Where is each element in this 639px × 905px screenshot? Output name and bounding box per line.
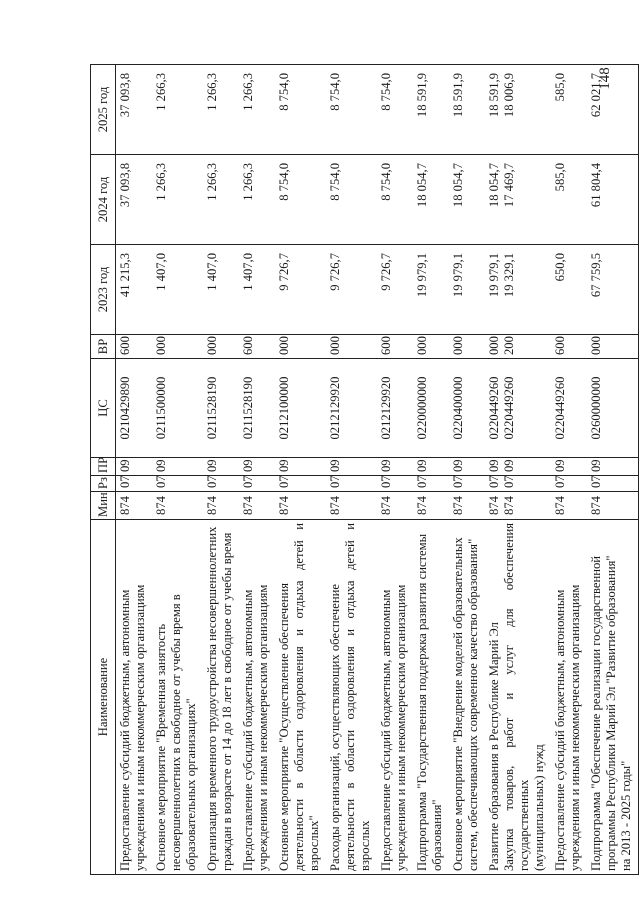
page-number: 148 bbox=[596, 67, 613, 90]
table-row bbox=[485, 65, 551, 875]
row-2025 bbox=[326, 65, 377, 155]
row-name-line: программы Республики Марий Эл "Развитие образования" bbox=[604, 555, 618, 871]
row-pr-line: 09 bbox=[487, 459, 501, 472]
row-2023 bbox=[275, 245, 326, 335]
row-2024-line: 18 054,7 bbox=[415, 163, 429, 208]
table-row bbox=[587, 65, 639, 875]
row-cs-line: 0212100000 bbox=[277, 376, 291, 440]
row-2023 bbox=[326, 245, 377, 335]
row-2025-line: 585,0 bbox=[553, 73, 567, 102]
row-pr-line: 09 bbox=[277, 459, 291, 472]
row-vr bbox=[326, 335, 377, 359]
row-2023 bbox=[203, 245, 239, 335]
row-name-line: учреждениям и иным некоммерческим организациям bbox=[256, 584, 270, 871]
table-row bbox=[152, 65, 203, 875]
row-2023 bbox=[413, 245, 449, 335]
row-rz-line: 07 bbox=[154, 475, 168, 488]
row-pr-line: 09 bbox=[415, 459, 429, 472]
row-pr bbox=[485, 458, 551, 476]
row-name-line: Развитие образования в Республике Марий Эл bbox=[487, 622, 501, 871]
row-2024 bbox=[239, 155, 275, 245]
row-name bbox=[326, 520, 377, 875]
row-rz bbox=[485, 476, 551, 492]
table-row bbox=[239, 65, 275, 875]
row-2023-line: 19 979,1 bbox=[487, 253, 501, 298]
row-cs-line: 0220449260 bbox=[487, 376, 501, 440]
row-cs-line: 0220449260 bbox=[502, 376, 516, 440]
row-cs bbox=[413, 359, 449, 458]
row-vr bbox=[116, 335, 153, 359]
row-name bbox=[116, 520, 153, 875]
row-2024 bbox=[485, 155, 551, 245]
row-pr bbox=[587, 458, 639, 476]
row-cs bbox=[485, 359, 551, 458]
row-2025-line: 1 266,3 bbox=[241, 73, 255, 111]
row-2023-line: 1 407,0 bbox=[154, 253, 168, 291]
row-vr-line: 600 bbox=[241, 336, 255, 355]
row-pr bbox=[413, 458, 449, 476]
row-2025-line: 1 266,3 bbox=[205, 73, 219, 111]
row-pr bbox=[377, 458, 413, 476]
row-2025-line: 18 591,9 bbox=[415, 73, 429, 118]
row-pr-line: 09 bbox=[451, 459, 465, 472]
row-2025 bbox=[203, 65, 239, 155]
row-vr bbox=[152, 335, 203, 359]
row-min bbox=[377, 492, 413, 520]
row-pr bbox=[152, 458, 203, 476]
row-pr-line: 09 bbox=[553, 459, 567, 472]
row-cs bbox=[326, 359, 377, 458]
row-rz-line: 07 bbox=[589, 475, 603, 488]
row-name-line: Подпрограмма "Обеспечение реализации государственной bbox=[589, 556, 603, 871]
row-min-line: 874 bbox=[589, 496, 603, 515]
row-vr-line: 600 bbox=[553, 336, 567, 355]
header-pr: ПР bbox=[91, 458, 116, 476]
row-pr bbox=[275, 458, 326, 476]
row-cs bbox=[116, 359, 153, 458]
row-pr-line: 09 bbox=[241, 459, 255, 472]
row-2024 bbox=[275, 155, 326, 245]
row-vr bbox=[413, 335, 449, 359]
row-cs-line: 0211500000 bbox=[154, 376, 168, 440]
row-rz bbox=[116, 476, 153, 492]
row-min-line: 874 bbox=[553, 496, 567, 515]
row-name bbox=[587, 520, 639, 875]
row-name-line: систем, обеспечивающих современное качество образования" bbox=[466, 538, 480, 871]
table-row bbox=[413, 65, 449, 875]
row-2025 bbox=[152, 65, 203, 155]
row-vr-line: 000 bbox=[154, 336, 168, 355]
row-name-line: Основное мероприятие "Осуществление обеспечения bbox=[277, 582, 291, 871]
row-vr-line: 000 bbox=[589, 336, 603, 355]
row-rz bbox=[449, 476, 485, 492]
row-2024-line: 585,0 bbox=[553, 163, 567, 192]
row-2025-line: 18 591,9 bbox=[451, 73, 465, 118]
row-2024-line: 18 054,7 bbox=[487, 163, 501, 208]
row-2025-line: 1 266,3 bbox=[154, 73, 168, 111]
row-2024 bbox=[449, 155, 485, 245]
row-cs bbox=[551, 359, 587, 458]
row-2025 bbox=[449, 65, 485, 155]
row-2025-line: 37 093,8 bbox=[118, 73, 132, 118]
row-2024 bbox=[203, 155, 239, 245]
row-rz bbox=[326, 476, 377, 492]
row-min bbox=[239, 492, 275, 520]
row-2023-line: 67 759,5 bbox=[589, 253, 603, 298]
row-2023-line: 19 329,1 bbox=[502, 253, 516, 298]
row-rz-line: 07 bbox=[118, 475, 132, 488]
row-2024-line: 18 054,7 bbox=[451, 163, 465, 208]
row-name-line: Предоставление субсидий бюджетным, автономным bbox=[118, 589, 132, 871]
row-cs-line: 0210429890 bbox=[118, 376, 132, 440]
row-rz-line: 07 bbox=[415, 475, 429, 488]
row-name-line: образования" bbox=[430, 799, 444, 871]
row-rz-line: 07 bbox=[328, 475, 342, 488]
row-2025 bbox=[413, 65, 449, 155]
row-2024-line: 1 266,3 bbox=[241, 163, 255, 201]
row-min bbox=[551, 492, 587, 520]
header-2023: 2023 год bbox=[91, 245, 116, 335]
row-name bbox=[275, 520, 326, 875]
row-min-line: 874 bbox=[205, 496, 219, 515]
row-min-line: 874 bbox=[241, 496, 255, 515]
row-2023 bbox=[239, 245, 275, 335]
row-vr-line: 000 bbox=[328, 336, 342, 355]
row-min bbox=[485, 492, 551, 520]
row-rz-line: 07 bbox=[379, 475, 393, 488]
row-2024 bbox=[326, 155, 377, 245]
row-2024 bbox=[587, 155, 639, 245]
row-min bbox=[116, 492, 153, 520]
row-2023-line: 41 215,3 bbox=[118, 253, 132, 298]
row-name-line: Основное мероприятие "Внедрение моделей образовательных bbox=[451, 537, 465, 871]
row-cs bbox=[152, 359, 203, 458]
row-name bbox=[152, 520, 203, 875]
row-2024-line: 8 754,0 bbox=[277, 163, 291, 201]
row-vr-line: 000 bbox=[277, 336, 291, 355]
row-2023-line: 9 726,7 bbox=[328, 253, 342, 291]
row-name-line: Предоставление субсидий бюджетным, автономным bbox=[379, 589, 393, 871]
row-pr bbox=[551, 458, 587, 476]
row-2025 bbox=[485, 65, 551, 155]
row-pr-line: 09 bbox=[118, 459, 132, 472]
row-name bbox=[377, 520, 413, 875]
row-name bbox=[551, 520, 587, 875]
row-2025-line: 62 021,7 bbox=[589, 73, 603, 118]
row-min-line: 874 bbox=[502, 496, 516, 515]
header-2024: 2024 год bbox=[91, 155, 116, 245]
row-pr-line: 09 bbox=[379, 459, 393, 472]
row-2025 bbox=[377, 65, 413, 155]
row-rz-line: 07 bbox=[205, 475, 219, 488]
row-pr bbox=[203, 458, 239, 476]
row-cs bbox=[449, 359, 485, 458]
row-min-line: 874 bbox=[379, 496, 393, 515]
row-name-line: Предоставление субсидий бюджетным, автономным bbox=[553, 589, 567, 871]
row-2024-line: 37 093,8 bbox=[118, 163, 132, 208]
row-rz bbox=[587, 476, 639, 492]
row-rz-line: 07 bbox=[487, 475, 501, 488]
row-2024-line: 8 754,0 bbox=[328, 163, 342, 201]
table-body bbox=[116, 65, 639, 875]
row-2024-line: 17 469,7 bbox=[502, 163, 516, 208]
row-rz bbox=[239, 476, 275, 492]
row-rz bbox=[377, 476, 413, 492]
table-row bbox=[377, 65, 413, 875]
row-name-line: на 2013 - 2025 годы" bbox=[619, 760, 633, 871]
row-name bbox=[449, 520, 485, 875]
row-2024 bbox=[152, 155, 203, 245]
header-name: Наименование bbox=[91, 520, 116, 875]
row-min-line: 874 bbox=[415, 496, 429, 515]
row-2025 bbox=[587, 65, 639, 155]
row-pr bbox=[239, 458, 275, 476]
row-name bbox=[203, 520, 239, 875]
row-min-line: 874 bbox=[154, 496, 168, 515]
row-cs-line: 0220449260 bbox=[553, 376, 567, 440]
row-cs bbox=[275, 359, 326, 458]
row-min bbox=[203, 492, 239, 520]
table-row bbox=[275, 65, 326, 875]
row-2023 bbox=[551, 245, 587, 335]
row-2024 bbox=[116, 155, 153, 245]
row-min bbox=[275, 492, 326, 520]
row-rz bbox=[551, 476, 587, 492]
row-pr bbox=[449, 458, 485, 476]
row-name-line: Подпрограмма "Государственная поддержка развития системы bbox=[415, 533, 429, 871]
row-name-line: (муниципальных) нужд bbox=[532, 744, 546, 871]
row-rz-line: 07 bbox=[241, 475, 255, 488]
row-vr-line: 600 bbox=[379, 336, 393, 355]
row-name-line: образовательных организациях" bbox=[184, 698, 198, 871]
row-rz bbox=[275, 476, 326, 492]
row-2025-line: 8 754,0 bbox=[379, 73, 393, 111]
row-min-line: 874 bbox=[118, 496, 132, 515]
row-pr-line: 09 bbox=[589, 459, 603, 472]
table-row bbox=[449, 65, 485, 875]
row-rz bbox=[152, 476, 203, 492]
table-row bbox=[116, 65, 153, 875]
header-cs: ЦС bbox=[91, 359, 116, 458]
row-vr bbox=[449, 335, 485, 359]
row-min bbox=[152, 492, 203, 520]
table-row bbox=[326, 65, 377, 875]
row-2025-line: 18 591,9 bbox=[487, 73, 501, 118]
row-2024-line: 1 266,3 bbox=[154, 163, 168, 201]
row-cs-line: 0212129920 bbox=[379, 376, 393, 440]
row-name-line: Предоставление субсидий бюджетным, автономным bbox=[241, 589, 255, 871]
row-pr-line: 09 bbox=[502, 459, 516, 472]
row-2023-line: 650,0 bbox=[553, 253, 567, 282]
row-2024-line: 61 804,4 bbox=[589, 163, 603, 208]
row-min bbox=[413, 492, 449, 520]
row-min bbox=[587, 492, 639, 520]
row-cs bbox=[587, 359, 639, 458]
row-cs bbox=[203, 359, 239, 458]
row-vr-line: 000 bbox=[487, 336, 501, 355]
row-2024 bbox=[377, 155, 413, 245]
row-pr-line: 09 bbox=[154, 459, 168, 472]
row-2023 bbox=[485, 245, 551, 335]
row-2024-line: 8 754,0 bbox=[379, 163, 393, 201]
row-2025 bbox=[551, 65, 587, 155]
row-vr bbox=[203, 335, 239, 359]
row-name bbox=[485, 520, 551, 875]
row-name-line: учреждениям и иным некоммерческим организациям bbox=[568, 584, 582, 871]
table-header-row bbox=[91, 65, 116, 875]
row-rz-line: 07 bbox=[277, 475, 291, 488]
row-min bbox=[326, 492, 377, 520]
row-rz-line: 07 bbox=[502, 475, 516, 488]
row-2025 bbox=[239, 65, 275, 155]
row-pr bbox=[326, 458, 377, 476]
row-min-line: 874 bbox=[451, 496, 465, 515]
row-2023 bbox=[116, 245, 153, 335]
row-cs-line: 0211528190 bbox=[241, 376, 255, 440]
row-rz-line: 07 bbox=[553, 475, 567, 488]
row-vr-line: 600 bbox=[118, 336, 132, 355]
row-2023-line: 19 979,1 bbox=[451, 253, 465, 298]
row-vr bbox=[587, 335, 639, 359]
row-rz-line: 07 bbox=[451, 475, 465, 488]
row-cs-line: 0220400000 bbox=[451, 376, 465, 440]
row-vr bbox=[551, 335, 587, 359]
row-name bbox=[239, 520, 275, 875]
row-cs-line: 0220000000 bbox=[415, 376, 429, 440]
row-pr-line: 09 bbox=[205, 459, 219, 472]
row-name-line: несовершеннолетних в свободное от учебы время в bbox=[169, 594, 183, 871]
row-2025 bbox=[116, 65, 153, 155]
row-cs-line: 0260000000 bbox=[589, 376, 603, 440]
row-vr-line: 000 bbox=[451, 336, 465, 355]
budget-table bbox=[90, 64, 639, 875]
row-name-line: Закупка товаров, работ и услуг для обеспечения государственных bbox=[502, 523, 531, 871]
row-vr-line: 200 bbox=[502, 336, 516, 355]
row-min-line: 874 bbox=[487, 496, 501, 515]
row-2023-line: 19 979,1 bbox=[415, 253, 429, 298]
row-2023 bbox=[449, 245, 485, 335]
row-2023 bbox=[377, 245, 413, 335]
row-2025-line: 8 754,0 bbox=[277, 73, 291, 111]
row-min-line: 874 bbox=[328, 496, 342, 515]
row-vr bbox=[275, 335, 326, 359]
row-cs-line: 0211528190 bbox=[205, 376, 219, 440]
header-min: Мин bbox=[91, 492, 116, 520]
row-vr-line: 000 bbox=[415, 336, 429, 355]
header-rz: Рз bbox=[91, 476, 116, 492]
row-min bbox=[449, 492, 485, 520]
row-2023-line: 9 726,7 bbox=[277, 253, 291, 291]
row-name-line: граждан в возрасте от 14 до 18 лет в свободное от учебы время bbox=[220, 532, 234, 871]
row-rz bbox=[203, 476, 239, 492]
row-vr-line: 000 bbox=[205, 336, 219, 355]
table-row bbox=[203, 65, 239, 875]
row-rz bbox=[413, 476, 449, 492]
row-2023 bbox=[152, 245, 203, 335]
row-2024 bbox=[551, 155, 587, 245]
table-row bbox=[551, 65, 587, 875]
row-2025-line: 18 006,9 bbox=[502, 73, 516, 118]
row-vr bbox=[239, 335, 275, 359]
row-2024-line: 1 266,3 bbox=[205, 163, 219, 201]
row-pr-line: 09 bbox=[328, 459, 342, 472]
header-vr: ВР bbox=[91, 335, 116, 359]
row-name-line: деятельности в области оздоровления и отдыха детей и взрослых bbox=[343, 523, 372, 871]
row-min-line: 874 bbox=[277, 496, 291, 515]
row-vr bbox=[377, 335, 413, 359]
row-name-line: Расходы организаций, осуществляющих обеспечение bbox=[328, 584, 342, 871]
row-2025 bbox=[275, 65, 326, 155]
row-name-line: Организация временного трудоустройства несовершеннолетних bbox=[205, 526, 219, 871]
row-name-line: деятельности в области оздоровления и отдыха детей и взрослых" bbox=[292, 523, 321, 871]
row-2024 bbox=[413, 155, 449, 245]
row-name-line: Основное мероприятие "Временная занятость bbox=[154, 623, 168, 871]
row-cs bbox=[239, 359, 275, 458]
row-pr bbox=[116, 458, 153, 476]
row-2023-line: 1 407,0 bbox=[241, 253, 255, 291]
row-name-line: учреждениям и иным некоммерческим организациям bbox=[394, 584, 408, 871]
row-vr bbox=[485, 335, 551, 359]
row-name-line: учреждениям и иным некоммерческим организациям bbox=[133, 584, 147, 871]
row-cs-line: 0212129920 bbox=[328, 376, 342, 440]
row-2023-line: 9 726,7 bbox=[379, 253, 393, 291]
row-cs bbox=[377, 359, 413, 458]
row-2023 bbox=[587, 245, 639, 335]
row-name bbox=[413, 520, 449, 875]
row-2025-line: 8 754,0 bbox=[328, 73, 342, 111]
row-2023-line: 1 407,0 bbox=[205, 253, 219, 291]
header-2025: 2025 год bbox=[91, 65, 116, 155]
